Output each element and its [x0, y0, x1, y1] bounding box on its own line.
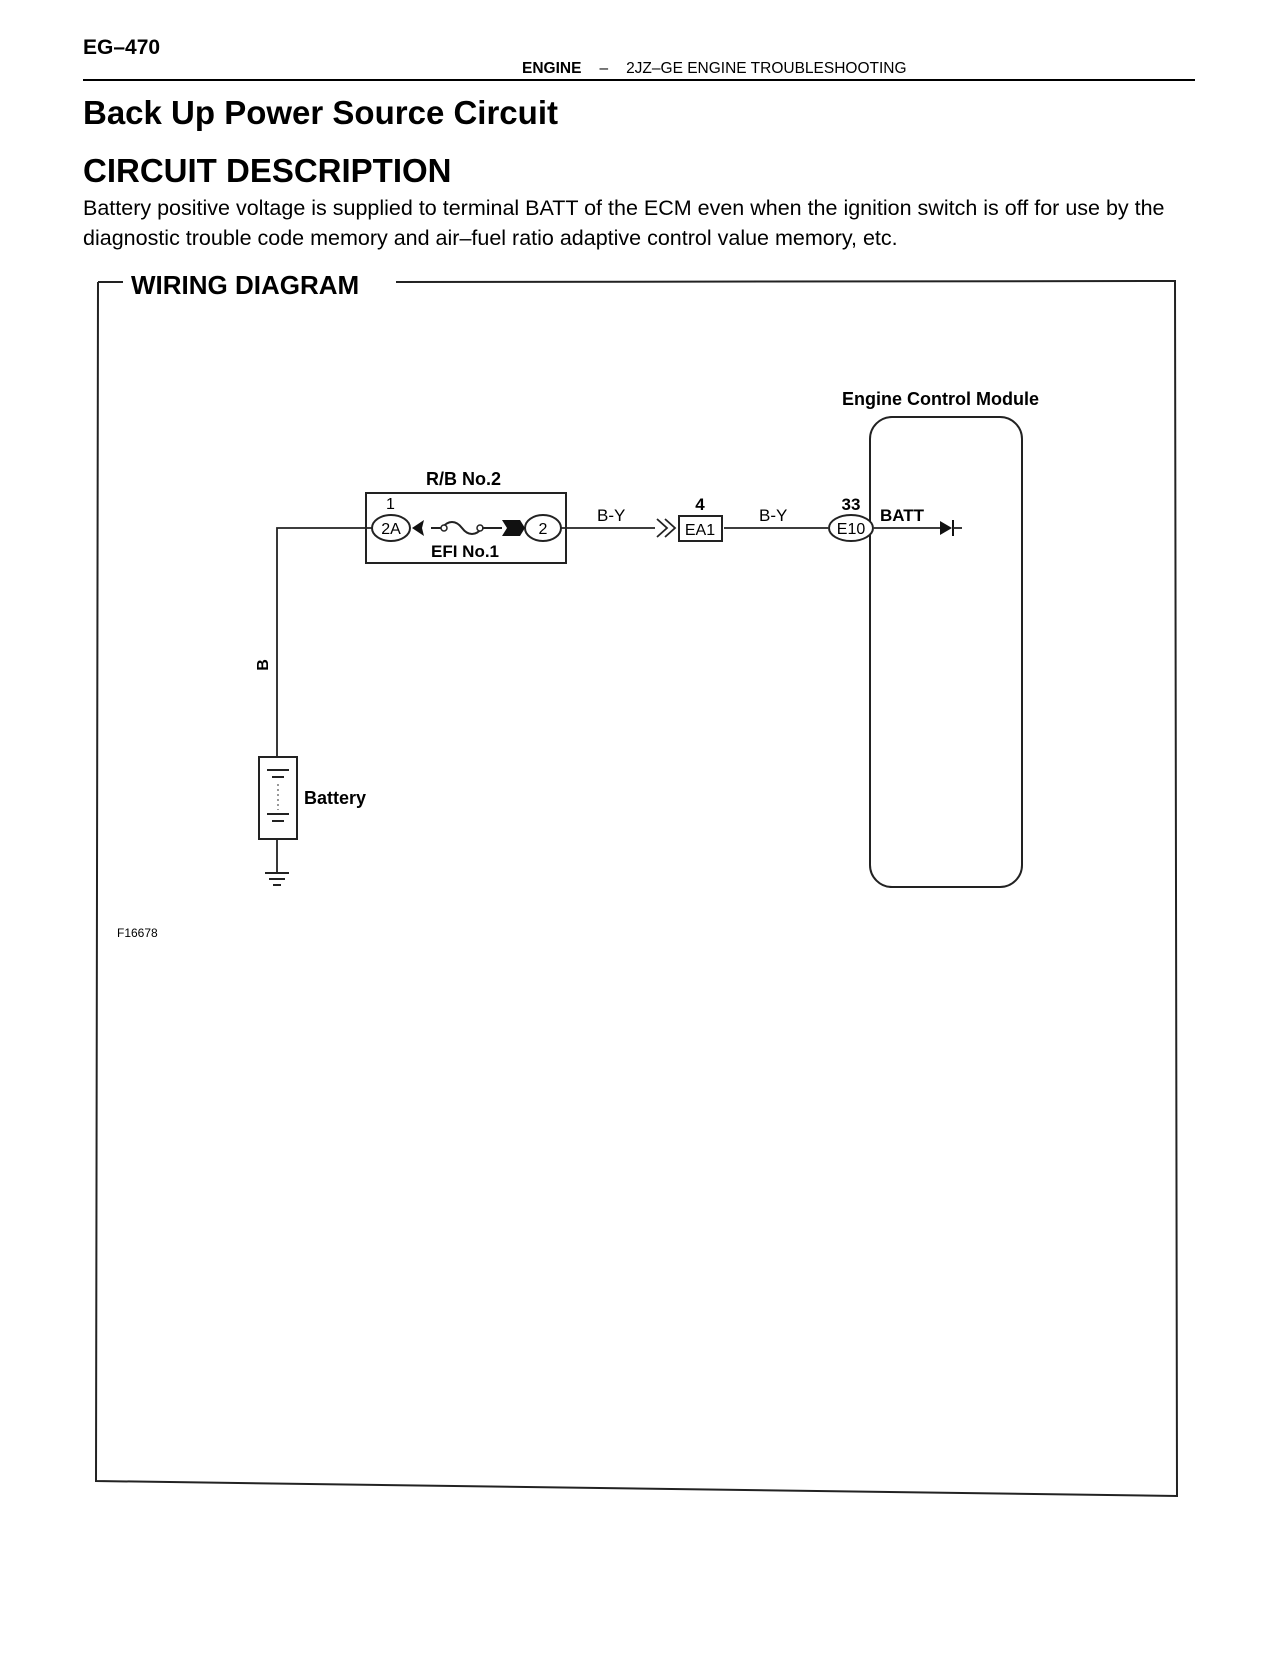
- battery-label: Battery: [304, 788, 367, 808]
- ecm-connector-label: E10: [836, 521, 866, 538]
- wire-color-rb-to-ea1: B-Y: [597, 506, 626, 525]
- battery-icon: [259, 757, 297, 839]
- wires: [277, 528, 946, 873]
- page-number: EG–470: [83, 36, 161, 59]
- rb-connector-out-label: 2: [538, 521, 548, 538]
- ea1-pin-number: 4: [695, 495, 705, 514]
- ecm-terminal-label: BATT: [880, 506, 925, 525]
- rb-connector-in-label: 2A: [381, 521, 401, 538]
- ea1-connector-label: EA1: [684, 522, 716, 539]
- wire-color-battery: B: [255, 659, 272, 671]
- header-section: ENGINE: [522, 60, 582, 77]
- fuse-label: EFI No.1: [431, 542, 500, 561]
- ground-icon: [265, 873, 289, 885]
- wire-color-ea1-to-ecm: B-Y: [759, 506, 788, 525]
- wiring-diagram-title: WIRING DIAGRAM: [131, 270, 360, 300]
- ea1-connector-arrow: [657, 519, 675, 537]
- figure-code: F16678: [117, 926, 158, 940]
- header-separator: –: [599, 60, 609, 77]
- circuit-description-text: Battery positive voltage is supplied to terminal BATT of the ECM even when the ignition switch is off for use by the diagnostic trouble code memory and air–fuel ratio adaptive control value memory, etc.: [83, 196, 1165, 250]
- ecm-box: [870, 417, 1022, 887]
- circuit-description-heading: CIRCUIT DESCRIPTION: [83, 152, 452, 189]
- ecm-label: Engine Control Module: [842, 389, 1039, 409]
- diagram-frame: [96, 281, 1177, 1496]
- header-subsection: 2JZ–GE ENGINE TROUBLESHOOTING: [626, 60, 907, 77]
- fuse-symbol: [412, 520, 525, 536]
- diode-icon: [940, 520, 962, 536]
- page-title: Back Up Power Source Circuit: [83, 94, 558, 131]
- ecm-pin-number: 33: [841, 495, 861, 514]
- rb-pin-number: 1: [386, 496, 395, 513]
- relay-block-label: R/B No.2: [426, 469, 502, 489]
